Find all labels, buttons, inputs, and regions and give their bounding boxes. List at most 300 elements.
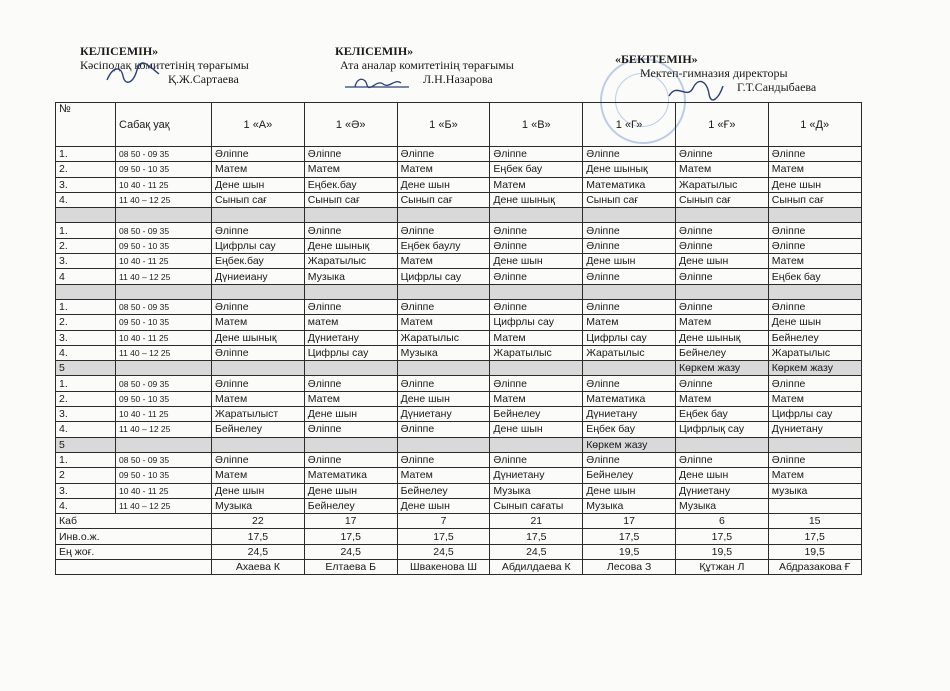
teacher-name: Лесова З xyxy=(583,560,676,575)
lesson-time: 11 40 – 12 25 xyxy=(116,192,212,207)
subject-cell xyxy=(583,208,676,223)
subject-cell xyxy=(768,208,861,223)
footer-value: 17,5 xyxy=(397,529,490,544)
lesson-number: 1. xyxy=(56,376,116,391)
lesson-row xyxy=(56,223,862,238)
subject-cell: Жаратылыс xyxy=(304,254,397,269)
footer-value: 24,5 xyxy=(397,544,490,559)
footer-value: 22 xyxy=(212,514,305,529)
subject-cell: Көркем жазу xyxy=(675,361,768,376)
subject-cell: Еңбек бау xyxy=(490,162,583,177)
lesson-time: 08 50 - 09 35 xyxy=(116,223,212,238)
subject-cell: Дене шынық xyxy=(212,330,305,345)
lesson-number: 2. xyxy=(56,315,116,330)
subject-cell: Матем xyxy=(212,468,305,483)
signature-parents xyxy=(343,75,413,91)
lesson-number: 3. xyxy=(56,407,116,422)
subject-cell: Жаратылыс xyxy=(490,345,583,360)
teacher-name: Ахаева К xyxy=(212,560,305,575)
lesson-row xyxy=(56,330,862,345)
subject-cell: Бейнелеу xyxy=(397,483,490,498)
header-class-ae: 1 «Ә» xyxy=(304,103,397,147)
lesson-time xyxy=(116,361,212,376)
lesson-number: 4. xyxy=(56,192,116,207)
approval-director-title: «БЕКІТЕМІН» xyxy=(615,52,698,66)
subject-cell: Жаратылыс xyxy=(397,330,490,345)
footer-value: 15 xyxy=(768,514,861,529)
subject-cell: Дене шын xyxy=(212,483,305,498)
subject-cell: Сынып сағаты xyxy=(490,498,583,513)
approval-director-role: Мектеп-гимназия директоры xyxy=(640,66,788,80)
subject-cell: Матем xyxy=(675,162,768,177)
footer-value: 21 xyxy=(490,514,583,529)
subject-cell: Әліппе xyxy=(675,147,768,162)
subject-cell: Еңбек бау xyxy=(583,422,676,437)
subject-cell: Әліппе xyxy=(490,147,583,162)
subject-cell: Әліппе xyxy=(675,299,768,314)
subject-cell xyxy=(675,437,768,452)
footer-label xyxy=(56,560,212,575)
subject-cell xyxy=(397,208,490,223)
lesson-number: 1. xyxy=(56,147,116,162)
approval-union-name: Қ.Ж.Сартаева xyxy=(168,72,239,86)
lesson-row xyxy=(56,376,862,391)
footer-label: Ең жоғ. xyxy=(56,544,212,559)
lesson-number: 4 xyxy=(56,269,116,284)
subject-cell: Матем xyxy=(304,162,397,177)
lesson-number: 3. xyxy=(56,330,116,345)
subject-cell xyxy=(212,361,305,376)
lesson-row xyxy=(56,162,862,177)
lesson-row xyxy=(56,315,862,330)
lesson-number xyxy=(56,208,116,223)
subject-cell: Дене шын xyxy=(583,254,676,269)
lesson-number: 2. xyxy=(56,391,116,406)
subject-cell: Дүниетану xyxy=(490,468,583,483)
timetable-footer xyxy=(56,514,862,575)
approval-parents-name: Л.Н.Назарова xyxy=(423,72,493,86)
lesson-time: 08 50 - 09 35 xyxy=(116,376,212,391)
approval-header xyxy=(0,0,950,102)
subject-cell: Әліппе xyxy=(675,376,768,391)
subject-cell: Әліппе xyxy=(397,299,490,314)
lesson-time: 10 40 - 11 25 xyxy=(116,483,212,498)
subject-cell: музыка xyxy=(768,483,861,498)
subject-cell: Дене шын xyxy=(675,254,768,269)
subject-cell: Дүниетану xyxy=(768,422,861,437)
subject-cell: Цифрлық сау xyxy=(675,422,768,437)
subject-cell: Дүниетану xyxy=(675,483,768,498)
header-class-b: 1 «Б» xyxy=(397,103,490,147)
subject-cell: Әліппе xyxy=(583,269,676,284)
subject-cell: Матем xyxy=(675,315,768,330)
subject-cell: Әліппе xyxy=(768,223,861,238)
teacher-name: Абдразакова Ғ xyxy=(768,560,861,575)
subject-cell xyxy=(212,284,305,299)
subject-cell: Жаратылыст xyxy=(212,407,305,422)
subject-cell: Сынып сағ xyxy=(768,192,861,207)
subject-cell: Әліппе xyxy=(583,376,676,391)
subject-cell: Көркем жазу xyxy=(583,437,676,452)
subject-cell: Әліппе xyxy=(675,452,768,467)
lesson-time: 10 40 - 11 25 xyxy=(116,254,212,269)
subject-cell: Дене шын xyxy=(397,498,490,513)
teacher-name: Елтаева Б xyxy=(304,560,397,575)
lesson-time: 08 50 - 09 35 xyxy=(116,299,212,314)
subject-cell: Әліппе xyxy=(397,452,490,467)
footer-value: 17,5 xyxy=(675,529,768,544)
subject-cell: Дене шын xyxy=(768,315,861,330)
subject-cell: Әліппе xyxy=(768,452,861,467)
subject-cell: Жаратылыс xyxy=(768,345,861,360)
lesson-row xyxy=(56,498,862,513)
footer-value: 19,5 xyxy=(675,544,768,559)
subject-cell: Дене шын xyxy=(397,391,490,406)
subject-cell: Әліппе xyxy=(490,238,583,253)
footer-value: 17,5 xyxy=(768,529,861,544)
lesson-number: 1. xyxy=(56,452,116,467)
subject-cell: Әліппе xyxy=(212,452,305,467)
footer-value: 19,5 xyxy=(768,544,861,559)
lesson-number: 2 xyxy=(56,468,116,483)
header-class-v: 1 «В» xyxy=(490,103,583,147)
footer-value: 24,5 xyxy=(212,544,305,559)
teacher-name: Құтжан Л xyxy=(675,560,768,575)
subject-cell: Музыка xyxy=(212,498,305,513)
lesson-time xyxy=(116,437,212,452)
timetable-header xyxy=(56,103,862,147)
lesson-time: 11 40 – 12 25 xyxy=(116,269,212,284)
lesson-time: 09 50 - 10 35 xyxy=(116,391,212,406)
header-class-a: 1 «А» xyxy=(212,103,305,147)
subject-cell: Әліппе xyxy=(583,238,676,253)
subject-cell: Әліппе xyxy=(304,376,397,391)
day-separator-row xyxy=(56,437,862,452)
subject-cell: матем xyxy=(304,315,397,330)
subject-cell: Бейнелеу xyxy=(583,468,676,483)
subject-cell: Бейнелеу xyxy=(212,422,305,437)
subject-cell: Дүниетану xyxy=(397,407,490,422)
lesson-number: 5 xyxy=(56,437,116,452)
footer-value: 6 xyxy=(675,514,768,529)
subject-cell: Сынып сағ xyxy=(304,192,397,207)
subject-cell: Цифрлы сау xyxy=(397,269,490,284)
approval-director-name: Г.Т.Сандыбаева xyxy=(737,80,817,94)
subject-cell: Бейнелеу xyxy=(490,407,583,422)
lesson-number: 3. xyxy=(56,254,116,269)
subject-cell: Матем xyxy=(397,162,490,177)
subject-cell: Әліппе xyxy=(304,422,397,437)
header-class-d: 1 «Д» xyxy=(768,103,861,147)
subject-cell xyxy=(304,361,397,376)
subject-cell: Әліппе xyxy=(768,376,861,391)
approval-parents-title: КЕЛІСЕМІН» xyxy=(335,44,414,58)
subject-cell: Әліппе xyxy=(675,238,768,253)
subject-cell: Әліппе xyxy=(490,223,583,238)
subject-cell xyxy=(304,437,397,452)
subject-cell: Әліппе xyxy=(490,452,583,467)
lesson-row xyxy=(56,391,862,406)
subject-cell: Әліппе xyxy=(675,223,768,238)
subject-cell xyxy=(490,361,583,376)
subject-cell xyxy=(212,208,305,223)
lesson-time: 10 40 - 11 25 xyxy=(116,330,212,345)
day-separator-row xyxy=(56,284,862,299)
subject-cell: Цифрлы сау xyxy=(583,330,676,345)
subject-cell: Еңбек баулу xyxy=(397,238,490,253)
subject-cell: Әліппе xyxy=(397,422,490,437)
subject-cell xyxy=(675,208,768,223)
lesson-time: 11 40 – 12 25 xyxy=(116,498,212,513)
subject-cell: Математика xyxy=(583,391,676,406)
subject-cell: Әліппе xyxy=(490,299,583,314)
subject-cell: Матем xyxy=(212,162,305,177)
subject-cell: Дүниетану xyxy=(304,330,397,345)
lesson-time: 11 40 – 12 25 xyxy=(116,345,212,360)
timetable-body xyxy=(56,147,862,514)
subject-cell xyxy=(212,437,305,452)
footer-value: 17,5 xyxy=(304,529,397,544)
subject-cell: Матем xyxy=(768,254,861,269)
subject-cell: Дене шын xyxy=(304,407,397,422)
subject-cell: Әліппе xyxy=(304,147,397,162)
footer-value: 17,5 xyxy=(490,529,583,544)
lesson-time: 10 40 - 11 25 xyxy=(116,407,212,422)
lesson-row xyxy=(56,299,862,314)
subject-cell xyxy=(768,284,861,299)
lesson-time: 11 40 – 12 25 xyxy=(116,422,212,437)
footer-value: 7 xyxy=(397,514,490,529)
subject-cell: Бейнелеу xyxy=(304,498,397,513)
teacher-name: Абдилдаева К xyxy=(490,560,583,575)
lesson-number: 2. xyxy=(56,162,116,177)
lesson-row xyxy=(56,452,862,467)
subject-cell: Матем xyxy=(397,468,490,483)
subject-cell: Әліппе xyxy=(583,147,676,162)
footer-row xyxy=(56,514,862,529)
subject-cell: Матем xyxy=(397,254,490,269)
subject-cell: Матем xyxy=(768,468,861,483)
subject-cell: Дүниетану xyxy=(583,407,676,422)
subject-cell: Әліппе xyxy=(397,223,490,238)
lesson-row xyxy=(56,147,862,162)
subject-cell: Матем xyxy=(490,177,583,192)
subject-cell: Матем xyxy=(675,391,768,406)
subject-cell: Дене шын xyxy=(212,177,305,192)
subject-cell: Дене шын xyxy=(490,254,583,269)
day-separator-row xyxy=(56,361,862,376)
subject-cell: Әліппе xyxy=(212,345,305,360)
approval-union-role: Кәсіподақ комитетінің төрағымы xyxy=(80,58,249,72)
subject-cell: Дене шын xyxy=(304,483,397,498)
subject-cell: Еңбек.бау xyxy=(304,177,397,192)
subject-cell: Матем xyxy=(212,315,305,330)
lesson-row xyxy=(56,192,862,207)
footer-value: 17,5 xyxy=(583,529,676,544)
subject-cell: Әліппе xyxy=(583,452,676,467)
subject-cell: Дене шынық xyxy=(583,162,676,177)
subject-cell xyxy=(675,284,768,299)
lesson-number: 2. xyxy=(56,238,116,253)
footer-label: Каб xyxy=(56,514,212,529)
subject-cell: Дене шынық xyxy=(304,238,397,253)
subject-cell: Әліппе xyxy=(212,223,305,238)
timetable xyxy=(55,102,862,575)
subject-cell: Дене шынық xyxy=(490,192,583,207)
teacher-name: Швакенова Ш xyxy=(397,560,490,575)
lesson-row xyxy=(56,254,862,269)
lesson-row xyxy=(56,483,862,498)
signature-director xyxy=(665,80,725,102)
subject-cell: Сынып сағ xyxy=(212,192,305,207)
subject-cell xyxy=(768,498,861,513)
subject-cell: Әліппе xyxy=(397,147,490,162)
subject-cell: Матем xyxy=(304,391,397,406)
subject-cell: Әліппе xyxy=(212,147,305,162)
subject-cell: Әліппе xyxy=(768,299,861,314)
lesson-time xyxy=(116,284,212,299)
lesson-row xyxy=(56,468,862,483)
subject-cell: Сынып сағ xyxy=(583,192,676,207)
lesson-row xyxy=(56,177,862,192)
subject-cell: Цифрлы сау xyxy=(304,345,397,360)
lesson-number: 3. xyxy=(56,177,116,192)
subject-cell: Музыка xyxy=(583,498,676,513)
subject-cell: Әліппе xyxy=(212,376,305,391)
footer-value: 24,5 xyxy=(304,544,397,559)
subject-cell: Цифрлы сау xyxy=(212,238,305,253)
subject-cell: Бейнелеу xyxy=(768,330,861,345)
day-separator-row xyxy=(56,208,862,223)
subject-cell: Жаратылыс xyxy=(675,177,768,192)
approval-union-title: КЕЛІСЕМІН» xyxy=(80,44,159,58)
subject-cell: Дүниеиану xyxy=(212,269,305,284)
subject-cell: Әліппе xyxy=(304,299,397,314)
lesson-time: 09 50 - 10 35 xyxy=(116,468,212,483)
footer-value: 17,5 xyxy=(212,529,305,544)
subject-cell: Матем xyxy=(490,391,583,406)
footer-value: 17 xyxy=(304,514,397,529)
subject-cell: Бейнелеу xyxy=(675,345,768,360)
subject-cell: Матем xyxy=(768,162,861,177)
footer-value: 17 xyxy=(583,514,676,529)
lesson-number: 4. xyxy=(56,422,116,437)
subject-cell: Әліппе xyxy=(583,299,676,314)
lesson-number: 3. xyxy=(56,483,116,498)
subject-cell xyxy=(304,284,397,299)
subject-cell xyxy=(768,437,861,452)
lesson-row xyxy=(56,269,862,284)
lesson-time: 09 50 - 10 35 xyxy=(116,315,212,330)
lesson-number: 4. xyxy=(56,498,116,513)
subject-cell xyxy=(490,208,583,223)
lesson-time: 08 50 - 09 35 xyxy=(116,147,212,162)
subject-cell xyxy=(490,284,583,299)
subject-cell: Музыка xyxy=(490,483,583,498)
footer-value: 19,5 xyxy=(583,544,676,559)
lesson-number: 1. xyxy=(56,223,116,238)
lesson-row xyxy=(56,345,862,360)
footer-row xyxy=(56,560,862,575)
footer-label: Инв.о.ж. xyxy=(56,529,212,544)
subject-cell: Көркем жазу xyxy=(768,361,861,376)
subject-cell: Әліппе xyxy=(768,238,861,253)
subject-cell: Әліппе xyxy=(397,376,490,391)
lesson-number xyxy=(56,284,116,299)
subject-cell: Дене шын xyxy=(675,468,768,483)
footer-row xyxy=(56,544,862,559)
lesson-row xyxy=(56,238,862,253)
header-class-g: 1 «Г» xyxy=(583,103,676,147)
footer-value: 24,5 xyxy=(490,544,583,559)
subject-cell xyxy=(397,361,490,376)
subject-cell: Матем xyxy=(212,391,305,406)
lesson-number: 4. xyxy=(56,345,116,360)
subject-cell: Музыка xyxy=(675,498,768,513)
subject-cell: Математика xyxy=(583,177,676,192)
subject-cell xyxy=(397,284,490,299)
lesson-number: 1. xyxy=(56,299,116,314)
subject-cell: Әліппе xyxy=(304,452,397,467)
subject-cell: Жаратылыс xyxy=(583,345,676,360)
subject-cell xyxy=(304,208,397,223)
subject-cell: Музыка xyxy=(304,269,397,284)
subject-cell: Дене шынық xyxy=(675,330,768,345)
subject-cell: Дене шын xyxy=(583,483,676,498)
subject-cell xyxy=(490,437,583,452)
signature-union xyxy=(103,62,163,86)
subject-cell: Сынып сағ xyxy=(397,192,490,207)
subject-cell: Еңбек бау xyxy=(768,269,861,284)
lesson-number: 5 xyxy=(56,361,116,376)
lesson-row xyxy=(56,422,862,437)
subject-cell: Матем xyxy=(397,315,490,330)
approval-parents-role: Ата аналар комитетінің төрағымы xyxy=(340,58,514,72)
subject-cell: Еңбек.бау xyxy=(212,254,305,269)
footer-row xyxy=(56,529,862,544)
subject-cell: Музыка xyxy=(397,345,490,360)
subject-cell: Әліппе xyxy=(304,223,397,238)
subject-cell: Дене шын xyxy=(768,177,861,192)
subject-cell: Дене шын xyxy=(397,177,490,192)
subject-cell: Әліппе xyxy=(212,299,305,314)
subject-cell: Әліппе xyxy=(583,223,676,238)
subject-cell xyxy=(583,361,676,376)
subject-cell: Сынып сағ xyxy=(675,192,768,207)
header-num: № xyxy=(56,103,116,147)
subject-cell: Матем xyxy=(768,391,861,406)
subject-cell xyxy=(397,437,490,452)
subject-cell xyxy=(583,284,676,299)
lesson-time: 08 50 - 09 35 xyxy=(116,452,212,467)
lesson-time: 09 50 - 10 35 xyxy=(116,162,212,177)
subject-cell: Математика xyxy=(304,468,397,483)
subject-cell: Әліппе xyxy=(490,376,583,391)
subject-cell: Әліппе xyxy=(768,147,861,162)
header-class-gh: 1 «Ғ» xyxy=(675,103,768,147)
subject-cell: Әліппе xyxy=(675,269,768,284)
lesson-time xyxy=(116,208,212,223)
header-time: Сабақ уақ xyxy=(116,103,212,147)
subject-cell: Цифрлы сау xyxy=(490,315,583,330)
subject-cell: Дене шын xyxy=(490,422,583,437)
subject-cell: Матем xyxy=(583,315,676,330)
subject-cell: Әліппе xyxy=(490,269,583,284)
lesson-row xyxy=(56,407,862,422)
lesson-time: 09 50 - 10 35 xyxy=(116,238,212,253)
subject-cell: Цифрлы сау xyxy=(768,407,861,422)
subject-cell: Матем xyxy=(490,330,583,345)
